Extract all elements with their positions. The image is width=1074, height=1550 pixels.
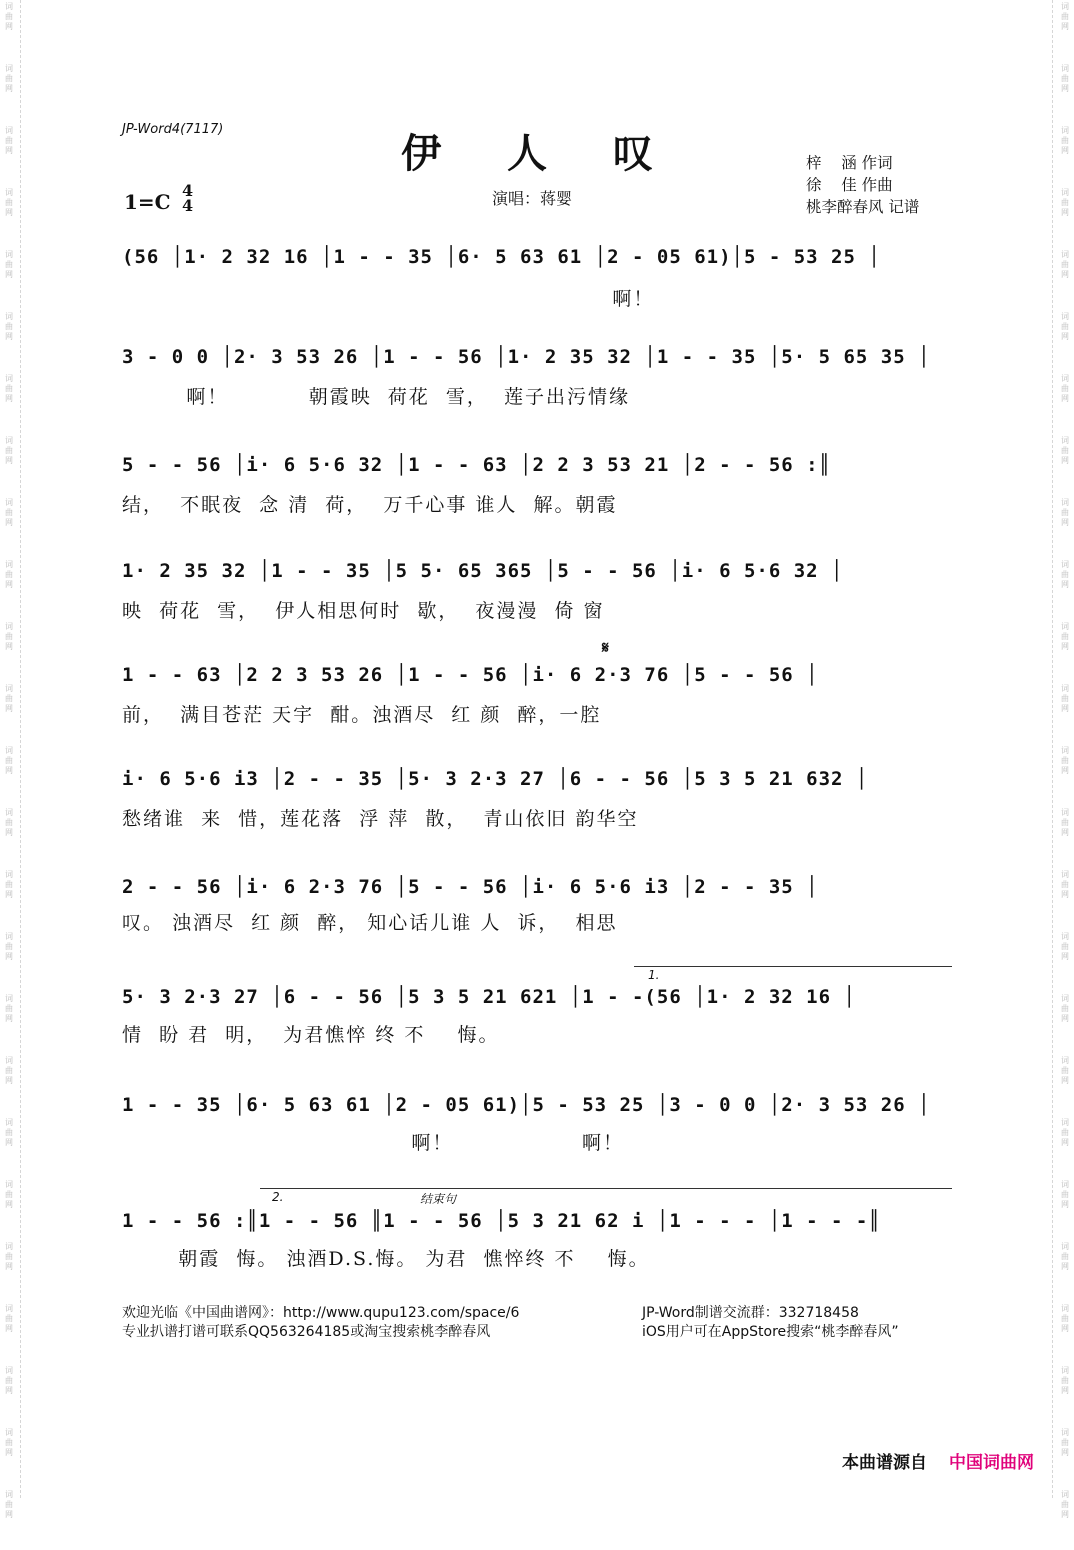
watermark-text: 词 曲 网 (5, 994, 13, 1023)
watermark-text: 词 曲 网 (1061, 436, 1069, 465)
watermark-text: 词 曲 网 (1061, 2, 1069, 31)
watermark-text: 词 曲 网 (5, 684, 13, 713)
lyric-line: 结， 不眠夜 念 清 荷， 万千心事 谁人 解。朝霞 (122, 494, 618, 516)
time-signature (182, 183, 193, 213)
footer-website: 欢迎光临《中国曲谱网》：http://www.qupu123.com/space/6 (122, 1305, 520, 1321)
lyric-line: 啊！ 朝霞映 荷花 雪， 莲子出污情缘 (122, 386, 630, 408)
ending-label: 结束句 (420, 1192, 457, 1206)
watermark-text: 词 曲 网 (1061, 560, 1069, 589)
watermark-text: 词 曲 网 (1061, 312, 1069, 341)
notation-line: 5· 3 2·3 27 │6 - - 56 │5 3 5 21 621 │1 - -(56 │1· 2 32 16 │ (122, 986, 856, 1008)
right-watermark (1058, 0, 1072, 1519)
watermark-text: 词 曲 网 (5, 126, 13, 155)
watermark-text: 词 曲 网 (5, 374, 13, 403)
watermark-text: 词 曲 网 (5, 1366, 13, 1395)
watermark-text: 词 曲 网 (1061, 870, 1069, 899)
notation-line: 3 - 0 0 │2· 3 53 26 │1 - - 56 │1· 2 35 32 │1 - - 35 │5· 5 65 35 │ (122, 346, 931, 368)
watermark-text: 词 曲 网 (1061, 808, 1069, 837)
watermark-text: 词 曲 网 (5, 746, 13, 775)
notation-line: 1 - - 56 :║1 - - 56 ║1 - - 56 │5 3 21 62 i │1 - - - │1 - - -║ (122, 1210, 881, 1232)
song-title: 伊 人 叹 (401, 130, 679, 177)
right-cut-line (1052, 0, 1053, 1498)
singer-label: 演唱：蒋婴 (492, 189, 573, 208)
watermark-text: 词 曲 网 (5, 188, 13, 217)
watermark-text: 词 曲 网 (5, 560, 13, 589)
lyric-line: 愁绪谁 来 惜，莲花落 浮 萍 散， 青山依旧 韵华空 (122, 808, 639, 830)
volta-1-label: 1. (648, 968, 660, 982)
watermark-text: 词 曲 网 (5, 870, 13, 899)
watermark-text: 词 曲 网 (1061, 932, 1069, 961)
footer-right (642, 1304, 899, 1342)
notation-line: 5 - - 56 │i· 6 5·6 32 │1 - - 63 │2 2 3 53 21 │2 - - 56 :║ (122, 454, 832, 476)
footer-ios: iOS用户可在AppStore搜索“桃李醉春风” (642, 1324, 899, 1340)
lyric-line: 情 盼 君 明， 为君憔悴 终 不 悔。 (122, 1024, 500, 1046)
source-label: 本曲谱源自 (842, 1453, 927, 1473)
source-site: 中国词曲网 (949, 1453, 1034, 1473)
watermark-text: 词 曲 网 (1061, 1118, 1069, 1147)
lyric-line: 啊！ 啊！ (122, 1132, 625, 1154)
watermark-text: 词 曲 网 (1061, 684, 1069, 713)
watermark-text: 词 曲 网 (1061, 1366, 1069, 1395)
watermark-text: 词 曲 网 (5, 1118, 13, 1147)
time-bottom: 4 (182, 196, 194, 215)
watermark-text: 词 曲 网 (5, 64, 13, 93)
watermark-text: 词 曲 网 (1061, 1056, 1069, 1085)
volta-bracket (634, 966, 952, 967)
watermark-text: 词 曲 网 (1061, 1242, 1069, 1271)
watermark-text: 词 曲 网 (1061, 64, 1069, 93)
software-label: JP-Word4(7117) (122, 122, 224, 137)
volta-2-label: 2. (272, 1190, 284, 1204)
left-watermark (2, 0, 16, 1519)
watermark-text: 词 曲 网 (5, 1242, 13, 1271)
watermark-text: 词 曲 网 (1061, 746, 1069, 775)
watermark-text: 词 曲 网 (1061, 188, 1069, 217)
watermark-text: 词 曲 网 (1061, 126, 1069, 155)
watermark-text: 词 曲 网 (5, 1180, 13, 1209)
lyricist-credit: 梓 涵 作词 (806, 154, 893, 172)
composer-credit: 徐 佳 作曲 (806, 176, 893, 194)
watermark-text: 词 曲 网 (1061, 250, 1069, 279)
watermark-text: 词 曲 网 (5, 1428, 13, 1457)
notation-line: 1· 2 35 32 │1 - - 35 │5 5· 65 365 │5 - - 56 │i· 6 5·6 32 │ (122, 560, 844, 582)
lyric-line: 前， 满目苍茫 天宇 酣。浊酒尽 红 颜 醉，一腔 (122, 704, 602, 726)
segno-mark: 𝄋 (602, 638, 609, 657)
watermark-text: 词 曲 网 (5, 2, 13, 31)
watermark-text: 词 曲 网 (5, 250, 13, 279)
footer-left (122, 1304, 519, 1342)
time-top: 4 (182, 181, 194, 200)
footer-group: JP-Word制谱交流群：332718458 (642, 1305, 859, 1321)
watermark-text: 词 曲 网 (1061, 994, 1069, 1023)
notation-line: i· 6 5·6 i3 │2 - - 35 │5· 3 2·3 27 │6 - - 56 │5 3 5 21 632 │ (122, 768, 869, 790)
watermark-text: 词 曲 网 (1061, 1428, 1069, 1457)
watermark-text: 词 曲 网 (1061, 1304, 1069, 1333)
notation-line: 1 - - 63 │2 2 3 53 26 │1 - - 56 │i· 6 2·3 76 │5 - - 56 │ (122, 664, 819, 686)
watermark-text: 词 曲 网 (5, 622, 13, 651)
watermark-text: 词 曲 网 (5, 1056, 13, 1085)
lyric-line: 叹。 浊酒尽 红 颜 醉， 知心话儿谁 人 诉， 相思 (122, 912, 618, 934)
watermark-text: 词 曲 网 (1061, 498, 1069, 527)
watermark-text: 词 曲 网 (5, 808, 13, 837)
left-cut-line (20, 0, 21, 1498)
source-credit (842, 1448, 1034, 1473)
credits (806, 152, 919, 218)
watermark-text: 词 曲 网 (5, 312, 13, 341)
volta-bracket (260, 1188, 952, 1189)
notation-line: 2 - - 56 │i· 6 2·3 76 │5 - - 56 │i· 6 5·6 i3 │2 - - 35 │ (122, 876, 819, 898)
watermark-text: 词 曲 网 (1061, 1180, 1069, 1209)
transcriber-credit: 桃李醉春风 记谱 (806, 198, 920, 216)
footer-contact: 专业扒谱打谱可联系QQ563264185或淘宝搜索桃李醉春风 (122, 1324, 491, 1340)
lyric-line: 映 荷花 雪， 伊人相思何时 歇， 夜漫漫 倚 窗 (122, 600, 605, 622)
watermark-text: 词 曲 网 (5, 1490, 13, 1519)
watermark-text: 词 曲 网 (5, 436, 13, 465)
watermark-text: 词 曲 网 (5, 498, 13, 527)
lyric-line: 朝霞 悔。 浊酒D.S.悔。 为君 憔悴终 不 悔。 (122, 1248, 650, 1270)
lyric-line: 啊！ (122, 288, 655, 310)
notation-line: 1 - - 35 │6· 5 63 61 │2 - 05 61)│5 - 53 25 │3 - 0 0 │2· 3 53 26 │ (122, 1094, 931, 1116)
watermark-text: 词 曲 网 (1061, 374, 1069, 403)
key-signature: 1=C (124, 190, 171, 214)
notation-line: (56 │1· 2 32 16 │1 - - 35 │6· 5 63 61 │2 - 05 61)│5 - 53 25 │ (122, 246, 881, 268)
watermark-text: 词 曲 网 (5, 1304, 13, 1333)
watermark-text: 词 曲 网 (1061, 622, 1069, 651)
watermark-text: 词 曲 网 (1061, 1490, 1069, 1519)
watermark-text: 词 曲 网 (5, 932, 13, 961)
